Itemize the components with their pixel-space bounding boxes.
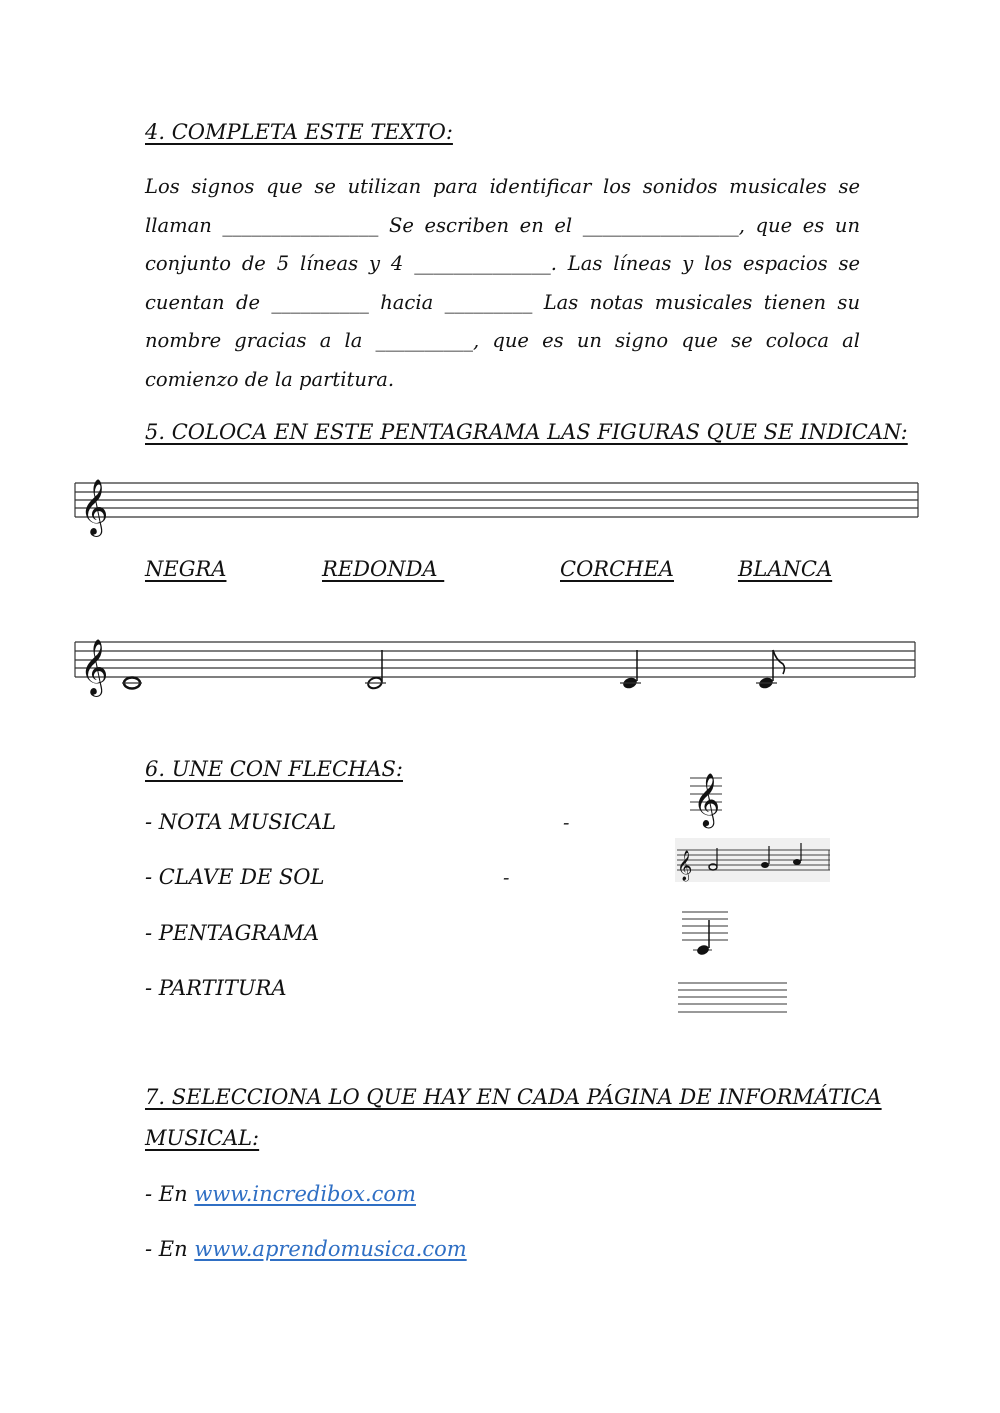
treble-clef-icon: 𝄞 — [677, 851, 693, 881]
paragraph-line: nombre gracias a la __________, que es un signo que se coloca al — [145, 329, 860, 352]
link-entry-incredibox — [145, 1182, 416, 1206]
incredibox-link[interactable]: www.incredibox.com — [194, 1182, 416, 1206]
section-6-heading: 6. UNE CON FLECHAS: — [145, 757, 403, 781]
score-image — [675, 838, 830, 882]
treble-clef-icon: 𝄞 — [80, 479, 109, 535]
figure-label-blanca: BLANCA — [738, 557, 833, 581]
link-entry-aprendomusica — [145, 1237, 467, 1261]
paragraph-line: llaman ________________ Se escriben en el ________________, que es un — [145, 213, 860, 237]
treble-clef-icon: 𝄞 — [80, 639, 109, 695]
match-dash: - — [563, 812, 570, 834]
figure-label-corchea: CORCHEA — [560, 557, 674, 581]
section-7-heading: 7. SELECCIONA LO QUE HAY EN CADA PÁGINA DE INFORMÁTICA — [145, 1085, 882, 1109]
paragraph-line: comienzo de la partitura. — [145, 367, 395, 391]
note-image — [682, 912, 728, 956]
section-5-heading: 5. COLOCA EN ESTE PENTAGRAMA LAS FIGURAS QUE SE INDICAN: — [145, 420, 908, 444]
section-4-heading: 4. COMPLETA ESTE TEXTO: — [145, 120, 453, 144]
figure-label-negra: NEGRA — [145, 557, 227, 581]
entry-prefix: - En — [145, 1182, 195, 1206]
match-item-nota-musical: - NOTA MUSICAL — [145, 810, 337, 834]
match-item-pentagrama: - PENTAGRAMA — [145, 921, 320, 945]
figure-label-redonda: REDONDA — [322, 557, 445, 581]
match-item-partitura: - PARTITURA — [145, 976, 287, 1000]
paragraph-line: conjunto de 5 líneas y 4 ______________. Las líneas y los espacios se — [145, 252, 860, 275]
paragraph-line: cuentan de __________ hacia _________ Las notas musicales tienen su — [145, 290, 860, 314]
treble-clef-icon: 𝄞 — [693, 772, 721, 826]
staff-image — [678, 983, 787, 1012]
aprendomusica-link[interactable]: www.aprendomusica.com — [194, 1237, 467, 1261]
match-dash: - — [503, 867, 510, 889]
clef-image — [690, 772, 722, 828]
paragraph-line: Los signos que se utilizan para identificar los sonidos musicales se — [145, 175, 860, 198]
entry-prefix: - En — [145, 1237, 195, 1261]
section-7-heading-cont: MUSICAL: — [145, 1126, 260, 1150]
match-item-clave-de-sol: - CLAVE DE SOL — [145, 865, 325, 889]
